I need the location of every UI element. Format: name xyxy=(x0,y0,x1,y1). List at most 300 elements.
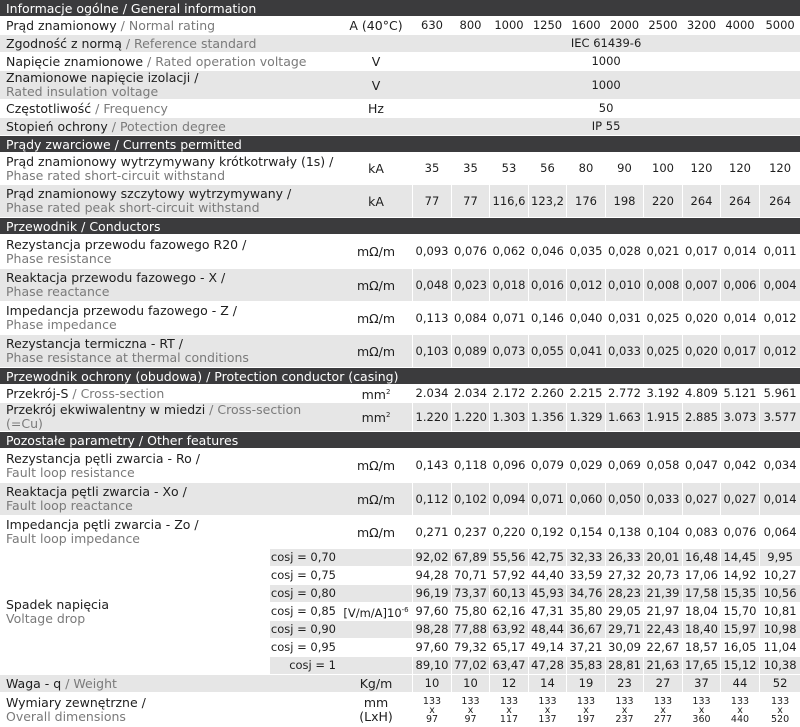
dim-length: 133 xyxy=(499,695,519,707)
label-pl: Stopień ochrony xyxy=(6,118,108,134)
label-pl: Przekrój ekwiwalentny w miedzi xyxy=(6,403,206,417)
label-pl: Zgodność z normą xyxy=(6,35,122,51)
section-header-protection xyxy=(0,368,800,385)
value-cell: 120 xyxy=(759,153,800,185)
label-pl: Rezystancja przewodu fazowego R20 xyxy=(6,236,239,252)
value-cell: 0,271 xyxy=(412,516,451,549)
value-cell: 48,44 xyxy=(528,621,566,639)
row-x xyxy=(0,269,800,302)
value-cell: 0,027 xyxy=(682,483,720,516)
label-en: Weight xyxy=(73,675,117,691)
label-sep: / xyxy=(61,675,74,691)
unit-cell xyxy=(340,235,412,269)
label-pl: Rezystancja pętli zwarcia - Ro xyxy=(6,450,192,466)
label-pl: Wymiary zewnętrzne xyxy=(6,695,138,710)
section-title-pl: Informacje ogólne xyxy=(6,0,119,16)
row-label xyxy=(0,118,340,136)
row-label xyxy=(0,100,340,118)
value-cell: 0,071 xyxy=(489,302,528,335)
label-en: Phase resistance at thermal conditions xyxy=(6,350,249,365)
label-sep: / xyxy=(91,100,104,116)
row-peak xyxy=(0,185,800,218)
cos-phi-label: cosj = 0,75 xyxy=(270,567,340,585)
label-sep: / xyxy=(191,450,200,466)
unit-text: (LxH) xyxy=(359,709,393,724)
value-cell: 10,81 xyxy=(759,603,800,621)
unit-text: mΩ/m xyxy=(356,244,396,259)
value-cell: 16,48 xyxy=(682,549,720,567)
value-cell: 0,113 xyxy=(412,302,451,335)
value-cell: 20,73 xyxy=(643,567,682,585)
unit-text: mΩ/m xyxy=(356,491,396,507)
dim-separator: x xyxy=(544,704,551,716)
value-cell: 0,047 xyxy=(682,449,720,483)
value-cell: 1.220 xyxy=(451,403,489,432)
value-cell: 2.260 xyxy=(528,385,566,403)
dim-length: 133 xyxy=(692,695,711,707)
row-label xyxy=(0,35,340,53)
value-cell: 77,02 xyxy=(451,657,489,675)
label-sep: / xyxy=(228,303,237,318)
dim-height: 440 xyxy=(730,713,750,725)
value-cell: 96,19 xyxy=(412,585,451,603)
label-pl: Spadek napięcia xyxy=(6,596,110,612)
value-cell: 0,011 xyxy=(759,235,800,269)
value-cell: 1.220 xyxy=(412,403,451,432)
row-label xyxy=(0,693,340,727)
value-cell: 264 xyxy=(682,185,720,218)
value-cell: 44,40 xyxy=(528,567,566,585)
value-cell: 0,031 xyxy=(605,302,643,335)
value-cell: 3.192 xyxy=(643,385,682,403)
label-en: Fault loop resistance xyxy=(6,464,135,480)
value-cell: 14 xyxy=(528,675,566,693)
value-cell: 28,81 xyxy=(605,657,643,675)
row-zo xyxy=(0,516,800,549)
value-cell: 120 xyxy=(682,153,720,185)
value-cell: 0,025 xyxy=(643,335,682,368)
row-label xyxy=(0,185,340,218)
dim-height: 360 xyxy=(692,713,711,725)
value-cell: IP 55 xyxy=(412,118,800,136)
label-pl: Waga - q xyxy=(6,675,62,691)
unit-text: V xyxy=(371,54,381,69)
row-cross_cu xyxy=(0,403,800,432)
unit-cell xyxy=(340,621,412,639)
row-label xyxy=(0,269,340,302)
value-cell xyxy=(451,693,489,727)
value-cell: 264 xyxy=(759,185,800,218)
row-voltage xyxy=(0,53,800,71)
value-cell: 0,020 xyxy=(682,302,720,335)
value-cell: 77,88 xyxy=(451,621,489,639)
value-cell: 10 xyxy=(451,675,489,693)
value-cell: 2500 xyxy=(643,17,682,35)
value-cell: 116,6 xyxy=(489,185,528,218)
label-en: Phase impedance xyxy=(6,317,117,332)
unit-text: mm xyxy=(361,387,386,403)
value-cell: 0,034 xyxy=(759,449,800,483)
unit-cell xyxy=(340,153,412,185)
value-cell: 80 xyxy=(566,153,605,185)
value-cell: 0,055 xyxy=(528,335,566,368)
value-cell: 0,008 xyxy=(643,269,682,302)
value-cell: 49,14 xyxy=(528,639,566,657)
value-cell: 22,67 xyxy=(643,639,682,657)
value-cell: IEC 61439-6 xyxy=(412,35,800,53)
value-cell xyxy=(605,693,643,727)
value-cell: 0,060 xyxy=(566,483,605,516)
label-en: Normal rating xyxy=(128,17,216,33)
section-title-en: Currents permitted xyxy=(122,136,242,152)
unit-cell xyxy=(340,603,412,621)
unit-cell xyxy=(340,53,412,71)
value-cell: 2.885 xyxy=(682,403,720,432)
section-sep: / xyxy=(118,0,131,16)
row-r20 xyxy=(0,235,800,269)
value-cell: 36,67 xyxy=(566,621,605,639)
value-cell: 10,27 xyxy=(759,567,800,585)
unit-text: kA xyxy=(368,193,384,209)
value-cell xyxy=(643,693,682,727)
row-rt xyxy=(0,335,800,368)
dim-length: 133 xyxy=(538,695,557,707)
unit-text: kA xyxy=(368,161,384,176)
label-pl: Przekrój-S xyxy=(6,385,69,401)
value-cell: 0,033 xyxy=(643,483,682,516)
value-cell: 0,154 xyxy=(566,516,605,549)
label-en: Frequency xyxy=(103,100,168,116)
value-cell: 89,10 xyxy=(412,657,451,675)
value-cell: 37 xyxy=(682,675,720,693)
value-cell: 75,80 xyxy=(451,603,489,621)
row-label xyxy=(0,153,340,185)
label-sep: / xyxy=(325,153,334,169)
value-cell: 0,040 xyxy=(566,302,605,335)
label-pl: Prąd znamionowy szczytowy wytrzymywany xyxy=(6,186,284,201)
row-ro xyxy=(0,449,800,483)
dim-length: 133 xyxy=(653,695,673,707)
value-cell: 52 xyxy=(759,675,800,693)
value-cell: 0,071 xyxy=(528,483,566,516)
unit-text: mm xyxy=(363,695,389,710)
unit-text: mm xyxy=(361,410,386,426)
label-sep: / xyxy=(137,695,146,710)
unit-text: Hz xyxy=(368,101,384,116)
value-cell: 22,43 xyxy=(643,621,682,639)
value-cell: 0,012 xyxy=(759,335,800,368)
dim-height: 277 xyxy=(653,713,673,725)
value-cell: 0,103 xyxy=(412,335,451,368)
dim-separator: x xyxy=(660,704,666,716)
row-weight xyxy=(0,675,800,693)
unit-cell xyxy=(340,185,412,218)
unit-cell xyxy=(340,269,412,302)
value-cell: 29,71 xyxy=(605,621,643,639)
label-sep: / xyxy=(121,35,135,51)
value-cell: 28,23 xyxy=(605,585,643,603)
value-cell: 23 xyxy=(605,675,643,693)
value-cell: 73,37 xyxy=(451,585,489,603)
label-sep: / xyxy=(238,236,247,252)
label-pl: Znamionowe napięcie izolacji xyxy=(6,71,191,85)
row-label xyxy=(0,17,340,35)
label-sep: / xyxy=(116,17,129,33)
value-cell: 0,146 xyxy=(528,302,566,335)
dim-height: 197 xyxy=(576,713,596,725)
row-label xyxy=(0,675,340,693)
value-cell: 37,21 xyxy=(566,639,605,657)
dim-length: 133 xyxy=(576,695,596,707)
value-cell: 17,58 xyxy=(682,585,720,603)
label-pl: Reaktacja pętli zwarcia - Xo xyxy=(6,484,179,499)
value-cell: 2.172 xyxy=(489,385,528,403)
value-cell: 65,17 xyxy=(489,639,528,657)
dim-separator: x xyxy=(429,704,435,716)
value-cell: 27,32 xyxy=(605,567,643,585)
unit-cell xyxy=(340,35,412,53)
value-cell: 17,06 xyxy=(682,567,720,585)
value-cell: 0,050 xyxy=(605,483,643,516)
dim-separator: x xyxy=(583,704,589,716)
label-en: Phase rated peak short-circuit withstand xyxy=(6,200,260,215)
value-cell: 21,39 xyxy=(643,585,682,603)
value-cell: 29,05 xyxy=(605,603,643,621)
unit-cell xyxy=(340,657,412,675)
dim-height: 237 xyxy=(615,713,634,725)
section-title-en: General information xyxy=(130,0,257,16)
section-title-en: Protection conductor (casing) xyxy=(214,368,399,384)
unit-cell xyxy=(340,403,412,432)
value-cell: 10 xyxy=(412,675,451,693)
value-cell: 0,118 xyxy=(451,449,489,483)
value-cell: 14,45 xyxy=(720,549,759,567)
row-rating xyxy=(0,17,800,35)
value-cell: 16,05 xyxy=(720,639,759,657)
cos-phi-label: cosj = 0,90 xyxy=(270,621,340,639)
value-cell: 9,95 xyxy=(759,549,800,567)
value-cell: 0,017 xyxy=(720,335,759,368)
value-cell: 0,138 xyxy=(605,516,643,549)
row-insulation xyxy=(0,71,800,100)
label-sep: / xyxy=(178,484,187,499)
value-cell: 12 xyxy=(489,675,528,693)
value-cell: 60,13 xyxy=(489,585,528,603)
value-cell: 0,028 xyxy=(605,235,643,269)
value-cell: 0,104 xyxy=(643,516,682,549)
value-cell: 0,021 xyxy=(643,235,682,269)
value-cell: 0,042 xyxy=(720,449,759,483)
row-label xyxy=(0,483,340,516)
section-sep: / xyxy=(134,432,148,448)
row-frequency xyxy=(0,100,800,118)
unit-cell xyxy=(340,585,412,603)
value-cell: 0,046 xyxy=(528,235,566,269)
cos-phi-label: cosj = 0,70 xyxy=(270,549,340,567)
value-cell: 63,47 xyxy=(489,657,528,675)
section-header-currents xyxy=(0,136,800,153)
value-cell: 21,63 xyxy=(643,657,682,675)
value-cell: 5.121 xyxy=(720,385,759,403)
cos-phi-label: cosj = 0,80 xyxy=(270,585,340,603)
value-cell: 0,014 xyxy=(759,483,800,516)
value-cell: 2.215 xyxy=(566,385,605,403)
unit-cell xyxy=(340,516,412,549)
value-cell xyxy=(528,693,566,727)
label-en: Phase reactance xyxy=(6,284,110,299)
label-en: Reference standard xyxy=(134,35,257,51)
value-cell: 50 xyxy=(412,100,800,118)
dim-separator: x xyxy=(506,704,512,716)
section-sep: / xyxy=(110,136,123,152)
label-en: Fault loop reactance xyxy=(6,498,133,513)
label-en: Overall dimensions xyxy=(6,709,126,724)
label-pl: Rezystancja termiczna - RT xyxy=(6,336,175,351)
unit-cell xyxy=(340,675,412,693)
value-cell: 0,083 xyxy=(682,516,720,549)
value-cell: 0,004 xyxy=(759,269,800,302)
value-cell: 92,02 xyxy=(412,549,451,567)
value-cell: 630 xyxy=(412,17,451,35)
dim-height: 117 xyxy=(499,713,519,725)
unit-sup: 2 xyxy=(385,411,391,420)
value-cell: 10,38 xyxy=(759,657,800,675)
section-sep: / xyxy=(202,368,215,384)
unit-cell xyxy=(340,118,412,136)
value-cell: 0,020 xyxy=(682,335,720,368)
value-cell: 0,016 xyxy=(528,269,566,302)
dim-length: 133 xyxy=(461,695,480,707)
row-z xyxy=(0,302,800,335)
value-cell: 27 xyxy=(643,675,682,693)
value-cell: 1.356 xyxy=(528,403,566,432)
value-cell: 0,084 xyxy=(451,302,489,335)
row-label xyxy=(0,71,340,100)
value-cell xyxy=(720,693,759,727)
value-cell: 3.073 xyxy=(720,403,759,432)
dim-length: 133 xyxy=(422,695,442,707)
value-cell: 4.809 xyxy=(682,385,720,403)
unit-text: [V/m/A]10 xyxy=(343,605,402,620)
value-cell: 15,70 xyxy=(720,603,759,621)
value-cell: 1250 xyxy=(528,17,566,35)
label-sep: / xyxy=(205,403,218,417)
value-cell: 0,033 xyxy=(605,335,643,368)
value-cell: 123,2 xyxy=(528,185,566,218)
value-cell: 100 xyxy=(643,153,682,185)
value-cell: 47,28 xyxy=(528,657,566,675)
unit-cell xyxy=(340,335,412,368)
section-title-pl: Prądy zwarciowe xyxy=(6,136,111,152)
label-en: Voltage drop xyxy=(6,610,86,626)
value-cell: 11,04 xyxy=(759,639,800,657)
value-cell: 0,237 xyxy=(451,516,489,549)
unit-cell xyxy=(340,483,412,516)
value-cell: 10,98 xyxy=(759,621,800,639)
row-label xyxy=(0,302,340,335)
label-sep: / xyxy=(68,385,81,401)
value-cell: 0,112 xyxy=(412,483,451,516)
row-label xyxy=(0,385,340,403)
value-cell: 33,59 xyxy=(566,567,605,585)
label-sep: / xyxy=(217,270,226,285)
value-cell: 21,97 xyxy=(643,603,682,621)
cos-phi-label: cosj = 1 xyxy=(270,657,340,675)
unit-text: mΩ/m xyxy=(356,343,396,359)
value-cell: 35 xyxy=(412,153,451,185)
label-sep: / xyxy=(174,336,183,351)
label-en: Rated insulation voltage xyxy=(6,84,159,99)
value-cell: 30,09 xyxy=(605,639,643,657)
value-cell: 18,57 xyxy=(682,639,720,657)
value-cell: 0,143 xyxy=(412,449,451,483)
value-cell: 63,92 xyxy=(489,621,528,639)
value-cell: 120 xyxy=(720,153,759,185)
value-cell: 1.303 xyxy=(489,403,528,432)
value-cell: 0,093 xyxy=(412,235,451,269)
row-label xyxy=(0,549,270,675)
dim-height: 97 xyxy=(425,713,439,725)
value-cell: 1.915 xyxy=(643,403,682,432)
value-cell: 0,064 xyxy=(759,516,800,549)
value-cell: 0,102 xyxy=(451,483,489,516)
value-cell: 0,017 xyxy=(682,235,720,269)
value-cell: 35 xyxy=(451,153,489,185)
dim-height: 520 xyxy=(771,713,790,725)
value-cell: 15,12 xyxy=(720,657,759,675)
dim-separator: x xyxy=(698,704,705,716)
value-cell: 1000 xyxy=(412,71,800,100)
row-dims xyxy=(0,693,800,727)
value-cell: 3200 xyxy=(682,17,720,35)
row-label xyxy=(0,335,340,368)
value-cell: 57,92 xyxy=(489,567,528,585)
label-en: Phase rated short-circuit withstand xyxy=(6,167,226,183)
row-standard xyxy=(0,35,800,53)
value-cell xyxy=(682,693,720,727)
unit-cell xyxy=(340,302,412,335)
dim-height: 137 xyxy=(538,713,557,725)
value-cell: 0,069 xyxy=(605,449,643,483)
value-cell: 220 xyxy=(643,185,682,218)
value-cell: 79,32 xyxy=(451,639,489,657)
value-cell: 90 xyxy=(605,153,643,185)
row-voltage-drop xyxy=(0,549,800,567)
value-cell: 77 xyxy=(412,185,451,218)
value-cell: 19 xyxy=(566,675,605,693)
value-cell: 2.772 xyxy=(605,385,643,403)
label-pl: Napięcie znamionowe xyxy=(6,53,144,69)
label-en: Rated operation voltage xyxy=(155,53,307,69)
value-cell: 2000 xyxy=(605,17,643,35)
dim-length: 133 xyxy=(615,695,634,707)
value-cell: 55,56 xyxy=(489,549,528,567)
section-title-en: Conductors xyxy=(89,218,161,234)
unit-sup: -6 xyxy=(401,605,409,614)
value-cell: 47,31 xyxy=(528,603,566,621)
unit-cell xyxy=(340,449,412,483)
dim-separator: x xyxy=(467,704,474,716)
dim-height: 97 xyxy=(464,713,477,725)
value-cell: 15,97 xyxy=(720,621,759,639)
value-cell: 0,096 xyxy=(489,449,528,483)
value-cell: 3.577 xyxy=(759,403,800,432)
value-cell: 0,012 xyxy=(759,302,800,335)
value-cell xyxy=(759,693,800,727)
value-cell: 17,65 xyxy=(682,657,720,675)
value-cell: 56 xyxy=(528,153,566,185)
value-cell: 1000 xyxy=(412,53,800,71)
